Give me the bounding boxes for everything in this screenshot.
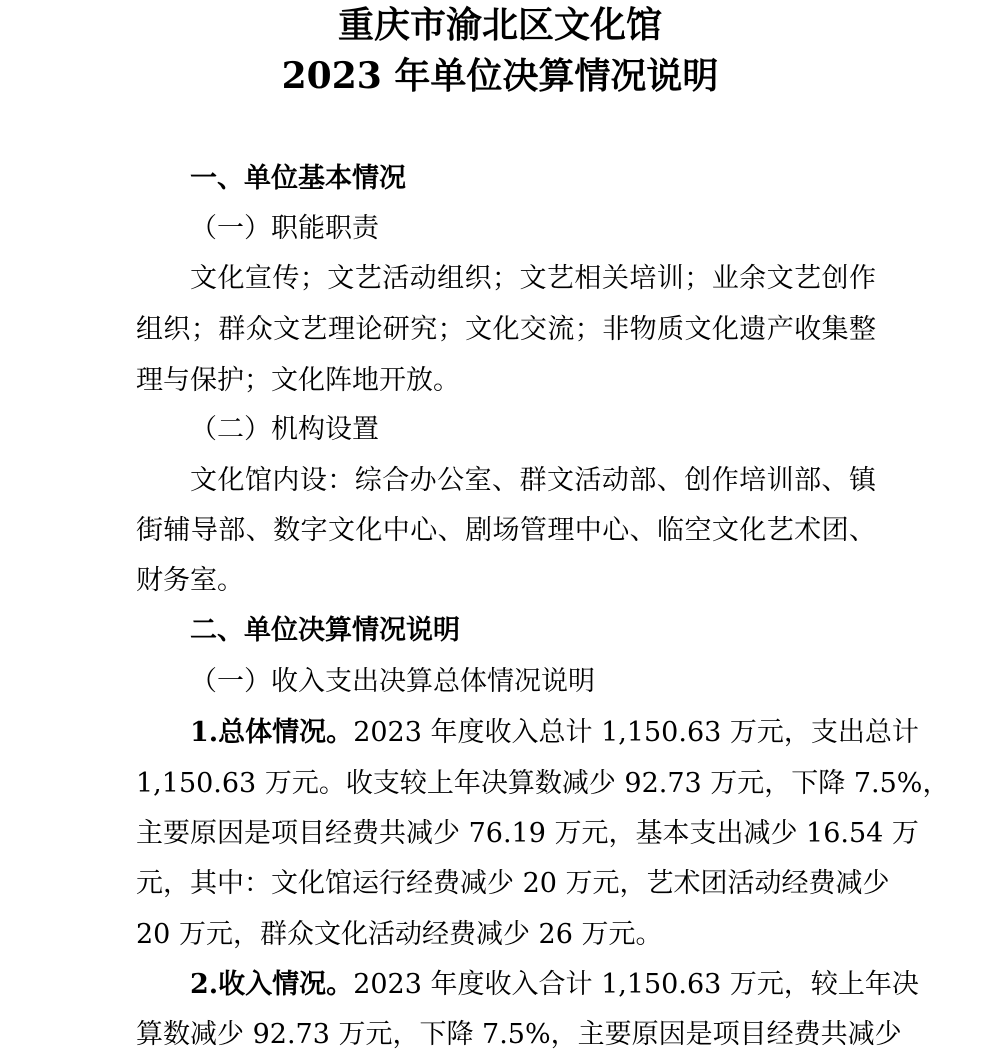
paragraph-line: 财务室。: [136, 565, 244, 596]
document-title-line1: 重庆市渝北区文化馆: [337, 4, 662, 46]
paragraph-text: 2023 年度收入合计 1,150.63 万元，较上年决: [353, 969, 919, 1000]
subsection-heading-organization: （二）机构设置: [190, 414, 379, 445]
paragraph-line: 文化馆内设：综合办公室、群文活动部、创作培训部、镇: [190, 465, 876, 496]
paragraph-lead-income: 2.收入情况。: [190, 969, 354, 1000]
subsection-heading-functions: （一）职能职责: [190, 213, 379, 244]
paragraph-line: 元，其中：文化馆运行经费减少 20 万元，艺术团活动经费减少: [136, 868, 890, 899]
paragraph-lead-overall: 1.总体情况。: [190, 717, 354, 748]
paragraph-text: 2023 年度收入总计 1,150.63 万元，支出总计: [353, 717, 919, 748]
section-heading-final-accounts: 二、单位决算情况说明: [190, 615, 460, 646]
paragraph-line: [190, 716, 919, 750]
paragraph-line: 文化宣传；文艺活动组织；文艺相关培训；业余文艺创作: [190, 263, 876, 294]
paragraph-line: 主要原因是项目经费共减少 76.19 万元，基本支出减少 16.54 万: [136, 818, 919, 849]
paragraph-line: 1,150.63 万元。收支较上年决算数减少 92.73 万元，下降 7.5%，: [136, 768, 950, 799]
document-title-line2: 2023 年单位决算情况说明: [281, 55, 719, 97]
subsection-heading-income-expense: （一）收入支出决算总体情况说明: [190, 666, 595, 697]
paragraph-line: 理与保护；文化阵地开放。: [136, 365, 460, 396]
paragraph-line: 街辅导部、数字文化中心、剧场管理中心、临空文化艺术团、: [136, 515, 876, 546]
paragraph-line: 组织；群众文艺理论研究；文化交流；非物质文化遗产收集整: [136, 314, 876, 345]
paragraph-line: 20 万元，群众文化活动经费减少 26 万元。: [136, 919, 663, 950]
section-heading-basic-info: 一、单位基本情况: [190, 163, 406, 194]
paragraph-line: [190, 968, 919, 1002]
paragraph-line: 算数减少 92.73 万元，下降 7.5%，主要原因是项目经费共减少: [136, 1019, 902, 1050]
